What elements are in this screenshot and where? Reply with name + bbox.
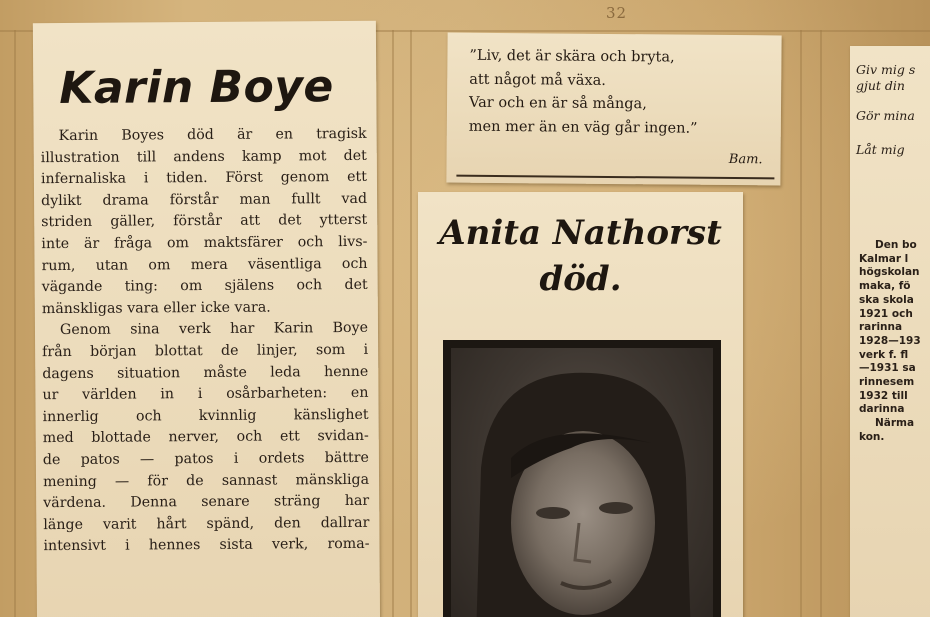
poem-divider <box>456 175 774 180</box>
text-line: värdena. Denna senare sträng har <box>43 492 370 512</box>
text-line: innerlig och kvinnlig känslighet <box>42 406 369 425</box>
text-line: Den bo <box>875 239 917 251</box>
right-partial-clipping <box>850 46 930 617</box>
poem-line: Var och en är så många, <box>468 94 647 113</box>
poem-signature: Bam. <box>728 152 763 168</box>
text-line: darinna <box>859 403 905 416</box>
text-line: 1932 till <box>859 389 908 402</box>
text-line: med blottade nerver, och ett svidan- <box>42 428 369 447</box>
portrait-photo <box>443 340 721 617</box>
text-line: länge varit hårt spänd, den dallrar <box>43 514 370 533</box>
partial-article-text <box>859 239 921 445</box>
clipping-headline <box>418 210 743 302</box>
text-line: Kalmar l <box>859 252 909 265</box>
text-line: kon. <box>859 430 885 443</box>
text-line: rinnesem <box>859 376 915 389</box>
poem-line: ”Liv, det är skära och bryta, <box>469 47 675 66</box>
page-rule <box>800 30 802 617</box>
poem-line: att något må växa. <box>469 71 606 89</box>
eye-shape <box>536 507 570 519</box>
text-line: Närma <box>875 417 915 430</box>
poem-text <box>469 45 698 141</box>
headline-line: död. <box>539 259 622 299</box>
verse-line: Låt mig <box>856 142 905 157</box>
text-line: rum, utan om mera väsentliga och <box>41 255 368 274</box>
text-line: verk f. fl <box>859 348 909 361</box>
text-line: intensivt i hennes sista verk, roma- <box>43 536 370 555</box>
page-rule <box>410 30 412 617</box>
clipping-headline: Karin Boye <box>59 61 334 115</box>
text-line: högskolan <box>859 266 920 279</box>
partial-verse <box>856 62 915 158</box>
text-line: ska skola <box>859 293 914 306</box>
text-line: infernaliska i tiden. Först genom ett <box>40 169 367 188</box>
text-line: dagens situation måste leda henne <box>42 363 369 382</box>
portrait-image <box>451 348 713 617</box>
text-line: de patos — patos i ordets bättre <box>42 449 369 469</box>
text-line: illustration till andens kamp mot det <box>40 147 367 166</box>
text-line: 1928—193 <box>859 334 921 347</box>
anita-nathorst-clipping <box>418 192 743 617</box>
text-line: Karin Boyes död är en tragisk <box>58 125 367 145</box>
page-number: 32 <box>606 4 628 22</box>
text-line: —1931 sa <box>859 362 916 375</box>
text-line: från början blottat de linjer, som i <box>42 341 369 361</box>
text-line: Genom sina verk har Karin Boye <box>59 320 369 339</box>
verse-line: Giv mig s <box>856 62 916 77</box>
headline-line: Anita Nathorst <box>439 213 722 253</box>
poem-clipping <box>446 33 781 186</box>
verse-line: gjut din <box>856 78 905 93</box>
page-rule <box>392 30 394 617</box>
eye-shape <box>599 502 633 514</box>
text-line: vägande ting: om själens och det <box>41 277 368 296</box>
karin-boye-clipping <box>33 21 380 617</box>
verse-line: Gör mina <box>856 108 915 123</box>
text-line: maka, fö <box>859 280 911 293</box>
text-line: ur världen in i osårbarheten: en <box>42 384 369 404</box>
text-line: mänskligas vara eller icke vara. <box>41 299 271 317</box>
portrait-figure <box>451 348 713 617</box>
poem-line: men mer än en väg går ingen.” <box>468 118 698 137</box>
text-line: dylikt drama förstår man fullt vad <box>41 190 368 209</box>
clipping-body-text <box>41 124 370 558</box>
page-rule <box>820 30 822 617</box>
text-line: rarinna <box>859 321 903 334</box>
text-line: striden gäller, förstår att det ytterst <box>41 212 368 231</box>
page-rule <box>14 30 16 617</box>
text-line: 1921 och <box>859 307 913 320</box>
text-line: mening — för de sannast mänskliga <box>42 471 370 490</box>
text-line: inte är fråga om maktsfärer och livs- <box>41 233 368 253</box>
